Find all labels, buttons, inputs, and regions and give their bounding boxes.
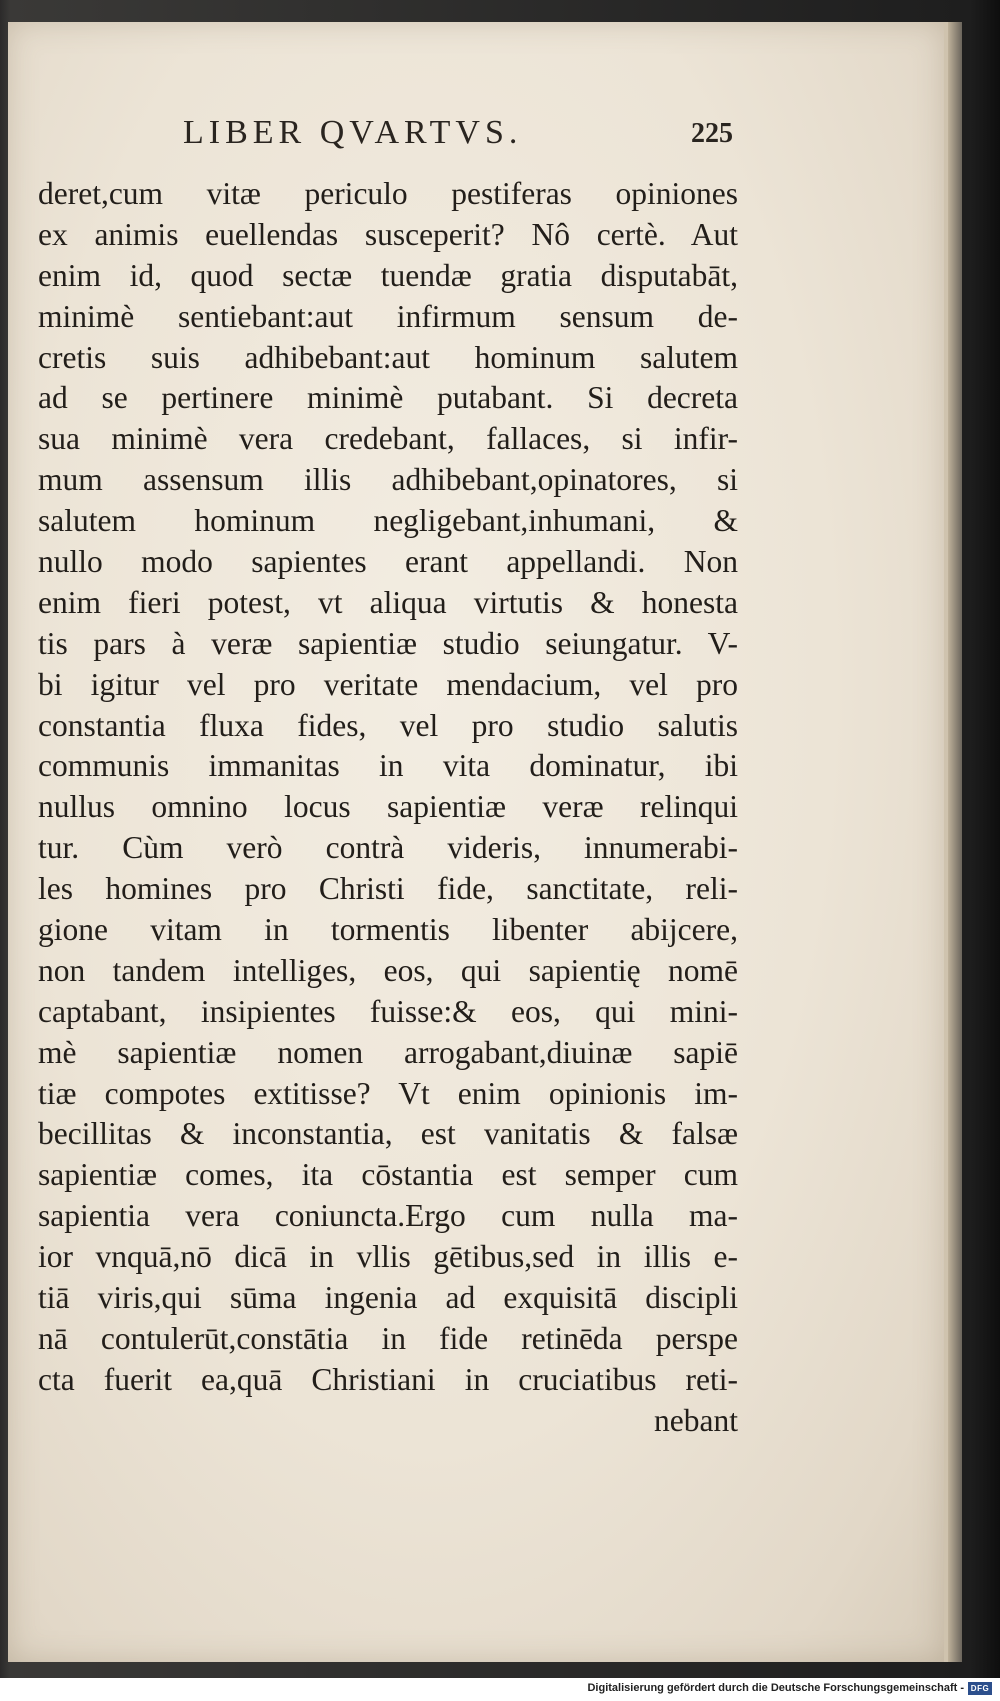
text-line: salutem hominum negligebant,inhumani, &: [38, 503, 738, 539]
page-number: 225: [691, 118, 733, 149]
text-line: sapientia vera coniuncta.Ergo cum nulla ma-: [38, 1198, 738, 1234]
text-line: cta fuerit ea,quā Christiani in cruciatibus reti-: [38, 1361, 738, 1397]
text-line: tis pars à veræ sapientiæ studio seiungatur. V-: [38, 625, 738, 661]
text-line: captabant, insipientes fuisse:& eos, qui mini-: [38, 993, 738, 1029]
text-line: sua minimè vera credebant, fallaces, si infir-: [38, 421, 738, 457]
funding-credit: Digitalisierung gefördert durch die Deutsche Forschungsgemeinschaft -: [587, 1682, 964, 1694]
text-line: deret,cum vitæ periculo pestiferas opiniones: [38, 176, 738, 211]
text-line: tiā viris,qui sūma ingenia ad exquisitā discipli: [38, 1280, 738, 1316]
text-line: nā contulerūt,constātia in fide retinēda perspe: [38, 1320, 738, 1356]
catchword: nebant: [654, 1402, 738, 1438]
text-line: tiæ compotes extitisse? Vt enim opinionis im-: [38, 1075, 738, 1111]
book-page: [8, 22, 950, 1662]
text-line: enim fieri potest, vt aliqua virtutis & honesta: [38, 584, 738, 620]
text-line: becillitas & inconstantia, est vanitatis & falsæ: [38, 1116, 738, 1152]
text-line: ad se pertinere minimè putabant. Si decreta: [38, 380, 738, 416]
running-head-title: LIBER QVARTVS.: [183, 114, 523, 151]
text-line: ior vnquā,nō dicā in vllis gētibus,sed in illis e-: [38, 1239, 738, 1275]
text-line: mè sapientiæ nomen arrogabant,diuinæ sapiē: [38, 1034, 738, 1070]
text-line: enim id, quod sectæ tuendæ gratia disputabāt,: [38, 257, 738, 293]
text-line: mum assensum illis adhibebant,opinatores, si: [38, 462, 738, 498]
text-line: bi igitur vel pro veritate mendacium, vel pro: [38, 666, 738, 702]
text-line: sapientiæ comes, ita cōstantia est semper cum: [38, 1157, 738, 1193]
digitization-footer: [0, 1678, 1000, 1701]
text-line: communis immanitas in vita dominatur, ibi: [38, 748, 738, 784]
body-text: [38, 174, 738, 1442]
text-line: gione vitam in tormentis libenter abijcere,: [38, 912, 738, 948]
text-line: minimè sentiebant:aut infirmum sensum de-: [38, 298, 738, 334]
dfg-logo-icon: DFG: [968, 1682, 992, 1695]
running-head: [8, 110, 944, 170]
text-line: tur. Cùm verò contrà videris, innumerabi-: [38, 830, 738, 866]
text-line: cretis suis adhibebant:aut hominum salutem: [38, 339, 738, 375]
text-line: les homines pro Christi fide, sanctitate, reli-: [38, 871, 738, 907]
text-line: nullo modo sapientes erant appellandi. Non: [38, 544, 738, 580]
text-line: ex animis euellendas susceperit? Nô certè. Aut: [38, 216, 738, 252]
text-line: nullus omnino locus sapientiæ veræ relinqui: [38, 789, 738, 825]
text-line: non tandem intelliges, eos, qui sapientię nomē: [38, 952, 738, 988]
text-line: constantia fluxa fides, vel pro studio salutis: [38, 707, 738, 743]
